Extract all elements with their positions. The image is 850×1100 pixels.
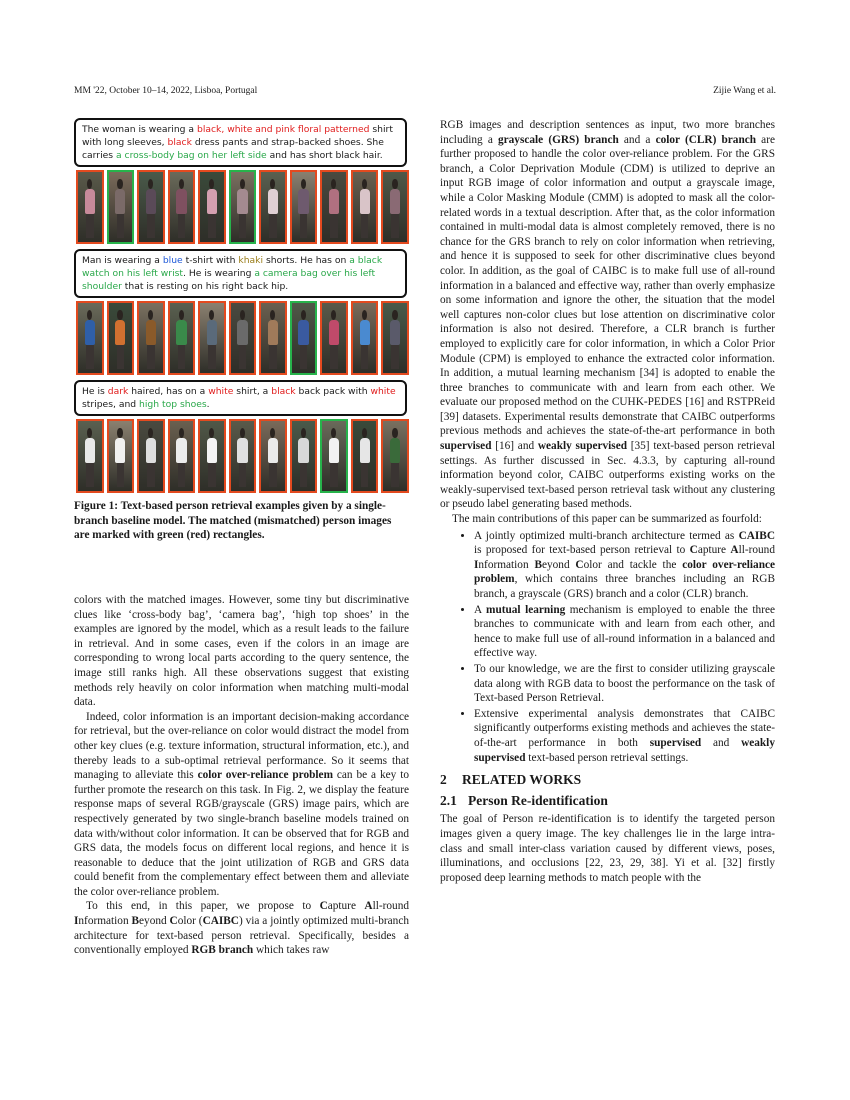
mismatched-person-image xyxy=(168,301,196,375)
mismatched-person-image xyxy=(198,301,226,375)
mismatched-person-image xyxy=(351,170,379,244)
query-segment: Man is wearing a xyxy=(82,255,163,266)
query-segment: a cross-body bag on her left side xyxy=(116,150,267,161)
mismatched-person-image xyxy=(381,170,409,244)
mismatched-person-image xyxy=(107,301,135,375)
mismatched-person-image xyxy=(259,419,287,493)
mismatched-person-image xyxy=(76,170,104,244)
mismatched-person-image xyxy=(351,301,379,375)
query-segment: white xyxy=(208,386,234,397)
running-header-left: MM '22, October 10–14, 2022, Lisboa, Portugal xyxy=(74,86,258,96)
right-paragraph-1: RGB images and description sentences as input, two more branches including a grayscale (GRS) branch and a color (CLR) branch are further proposed to handle the color over-reliance problem. For the GRS branch, a Color Deprivation Module (CDM) is utilized to deprive an input RGB image of color information and output a grayscale image, while a Color Masking Module (CMM) is adopted to mask all the color-related words in a textual description. After that, as the color information contained in multi-modal data is almost completely removed, there is no chance for the GRS branch to rely on color information when retrieving, and hence it is supposed to seek for other discriminative clues beyond color. In addition, as the goal of CAIBC is to make full use of all-round information in a balanced and effective way, rather than overly emphasize on some information and ignore the other, the situation that the model well captures non-color clues but lose attention on discriminative color information is also not desired. Therefore, a CLR branch is further employed to explicitly care for color information, in which a Color Prior Module (CPM) is employed to enhance the extracted color information. In addition, a mutual learning mechanism [34] is adopted to enable the three branches to communicate with and learn from each other. We evaluate our proposed method on the CUHK-PEDES [16] and RSTPReid [39] datasets. Experimental results demonstrate that CAIBC outperforms previous methods and achieves the state-of-the-art performance in both supervised [16] and weakly supervised [35] text-based person retrieval settings. As further discussed in Sec. 4.3.3, by capturing all-round information beyond color, CAIBC outperforms existing works on the weakly-supervised text-based person retrieval task without any clustering or pseudo label generating based methods. xyxy=(440,119,775,511)
figure-rows xyxy=(74,118,409,493)
query-segment: high top shoes xyxy=(139,399,207,410)
query-segment: dark xyxy=(107,386,129,397)
query-segment: . He is wearing xyxy=(183,268,255,279)
mismatched-person-image xyxy=(381,419,409,493)
left-paragraph-3: To this end, in this paper, we propose to Capture All-round Information Beyond Color (CAIBC) via a jointly optimized multi-branch architecture for text-based person retrieval. Specifically, besides a conventionally employed RGB branch which takes raw xyxy=(74,900,409,957)
query-segment: and has short black hair. xyxy=(266,150,383,161)
query-segment: blue xyxy=(162,255,183,266)
matched-person-image xyxy=(290,301,318,375)
right-paragraph-2: The main contributions of this paper can be summarized as fourfold: xyxy=(452,513,762,526)
query-segment: He is xyxy=(82,386,108,397)
subsection-heading xyxy=(440,794,775,809)
query-segment: dress pants and strap-backed shoes. She carries xyxy=(82,137,384,161)
query-segment: haired, has on a xyxy=(128,386,209,397)
query-segment: stripes, and xyxy=(82,399,140,410)
mismatched-person-image xyxy=(76,301,104,375)
left-paragraph-1: colors with the matched images. However, some tiny but discriminative clues like ‘cross-body bag’, ‘camera bag’, ‘high top shoes’ in the examples are ignored by the model, which as a result leads to the failure in retrieval. And in some cases, even if the colors in an image are corresponding to wrong local parts according to the query sentence, the image still ranks high. All these observations suggest that existing methods rely heavily on color information when matching multi-modal data. xyxy=(74,594,409,709)
query-text-box xyxy=(74,118,407,167)
query-segment: that is resting on his right back hip. xyxy=(121,281,289,292)
mismatched-person-image xyxy=(137,419,165,493)
mismatched-person-image xyxy=(351,419,379,493)
mismatched-person-image xyxy=(320,301,348,375)
mismatched-person-image xyxy=(290,419,318,493)
left-column-body xyxy=(74,593,409,958)
right-paragraph-3: The goal of Person re-identification is to identify the targeted person images given a query image. The key challenges lie in the large intra-class and small inter-class variation caused by different views, poses, illuminations, and occlusions [22, 23, 29, 38]. Yi et al. [32] firstly proposed deep learning methods to match people with the xyxy=(440,813,775,884)
figure-1 xyxy=(74,118,409,543)
query-segment: The woman is wearing a xyxy=(82,124,197,135)
figure-caption: Figure 1: Text-based person retrieval examples given by a single-branch baseline model. The matched (mismatched) person images are marked with green (red) rectangles. xyxy=(74,500,392,542)
retrieval-results-strip xyxy=(76,301,409,375)
mismatched-person-image xyxy=(198,419,226,493)
mismatched-person-image xyxy=(168,419,196,493)
mismatched-person-image xyxy=(137,301,165,375)
contribution-item-4: • Extensive experimental analysis demonstrates that CAIBC significantly outperforms existing methods and achieves the state-of-the-art performance in both supervised and weakly supervised text-based person retrieval settings. xyxy=(474,707,775,765)
retrieval-results-strip xyxy=(76,419,409,493)
retrieval-results-strip xyxy=(76,170,409,244)
query-text-box xyxy=(74,380,407,416)
contribution-item-3: • To our knowledge, we are the first to consider utilizing grayscale data along with RGB data to boost the performance on the task of Text-based Person Retrieval. xyxy=(474,662,775,706)
query-segment: a black watch on his left wrist xyxy=(82,255,383,279)
contribution-item-1: • A jointly optimized multi-branch architecture termed as CAIBC is proposed for text-based person retrieval to Capture All-round Information Beyond Color and tackle the color over-reliance problem, which contains three branches including an RGB branch, a grayscale (GRS) branch and a color (CLR) branch. xyxy=(474,529,775,602)
subsection-number: 2.1 xyxy=(440,792,457,808)
section-title: RELATED WORKS xyxy=(462,772,582,788)
contributions-list xyxy=(440,529,775,766)
query-segment: khaki xyxy=(238,255,264,266)
query-segment: shorts. He has on xyxy=(263,255,350,266)
left-paragraph-2: Indeed, color information is an important decision-making accordance for retrieval, but the over-reliance on color would distract the model from other key clues (e.g. texture information, structural information, etc.), and thereby leads to a sub-optimal retrieval performance. So it seems that managing to alleviate this color over-reliance problem can be a key to further promote the research on this task. In Fig. 2, we display the feature response maps of several RGB/grayscale (GRS) image pairs, which are respectively generated by two single-branch baseline models trained on data with/without color information. It can be observed that for RGB and GRS data, the models focus on different local regions, and hence it is reasonable to deduce that the joint utilization of RGB and GRS data could benefit from the complementary effect between them and alleviate the color over-reliance problem. xyxy=(74,710,409,898)
matched-person-image xyxy=(107,170,135,244)
section-number: 2 xyxy=(440,772,447,788)
mismatched-person-image xyxy=(168,170,196,244)
query-segment: black xyxy=(167,137,192,148)
query-segment: t-shirt with xyxy=(182,255,239,266)
query-text-box xyxy=(74,249,407,298)
mismatched-person-image xyxy=(198,170,226,244)
mismatched-person-image xyxy=(107,419,135,493)
mismatched-person-image xyxy=(76,419,104,493)
matched-person-image xyxy=(229,170,257,244)
section-heading xyxy=(440,773,775,788)
query-segment: shirt with long sleeves, xyxy=(82,124,393,148)
subsection-title: Person Re-identification xyxy=(468,792,608,808)
mismatched-person-image xyxy=(381,301,409,375)
query-segment: back pack with xyxy=(295,386,371,397)
query-segment: black, white and pink floral patterned xyxy=(196,124,370,135)
query-segment: a camera bag over his left shoulder xyxy=(82,268,376,292)
mismatched-person-image xyxy=(259,170,287,244)
mismatched-person-image xyxy=(229,419,257,493)
query-segment: shirt, a xyxy=(233,386,272,397)
matched-person-image xyxy=(320,419,348,493)
mismatched-person-image xyxy=(137,170,165,244)
contribution-item-2: • A mutual learning mechanism is employed to enable the three branches to communicate with and learn from each other, and hence to make full use of all-round information in a balanced and effective way. xyxy=(474,603,775,661)
running-header-right: Zijie Wang et al. xyxy=(713,86,776,96)
mismatched-person-image xyxy=(320,170,348,244)
query-segment: white xyxy=(370,386,396,397)
query-segment: . xyxy=(206,399,210,410)
mismatched-person-image xyxy=(290,170,318,244)
mismatched-person-image xyxy=(229,301,257,375)
right-column-body xyxy=(440,118,775,885)
mismatched-person-image xyxy=(259,301,287,375)
query-segment: black xyxy=(271,386,296,397)
